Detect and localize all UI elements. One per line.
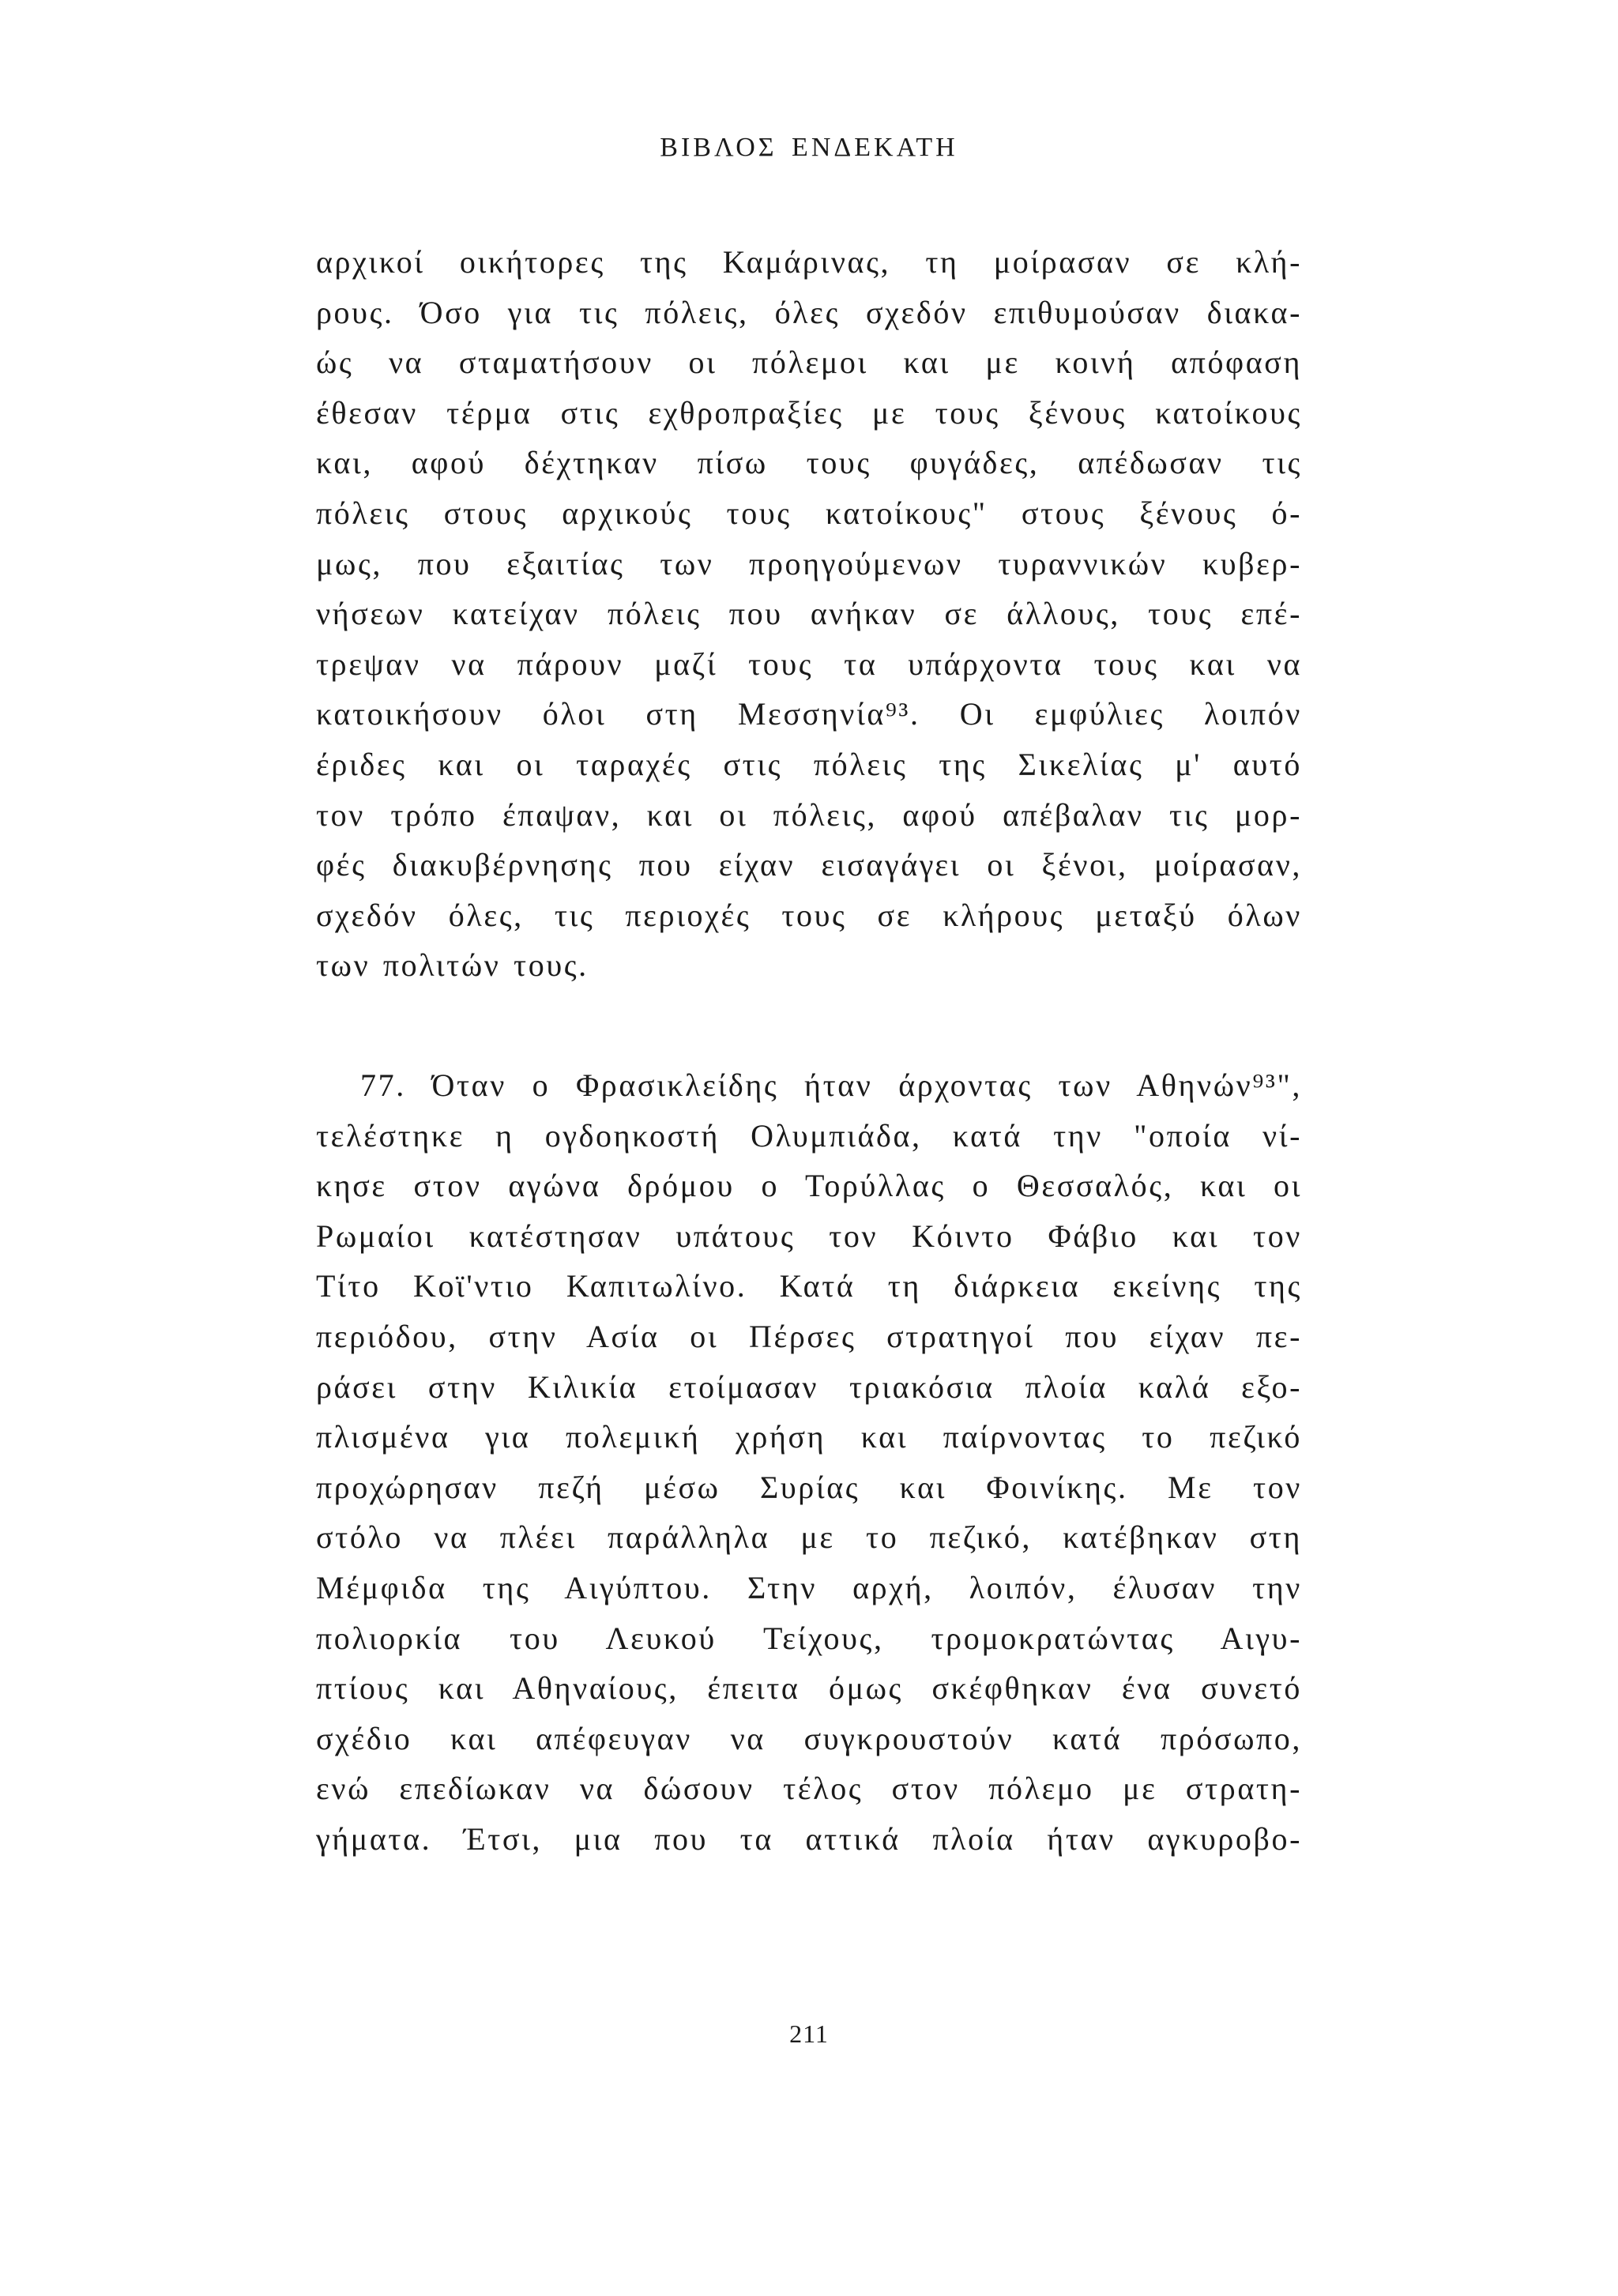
text-line: Ρωμαίοι κατέστησαν υπάτους τον Κόιντο Φάβιο και τον (316, 1218, 1302, 1254)
text-line: περιόδου, στην Ασία οι Πέρσες στρατηγοί που είχαν πε- (316, 1318, 1302, 1354)
text-line: νήσεων κατείχαν πόλεις που ανήκαν σε άλλους, τους επέ- (316, 596, 1302, 632)
text-line: ώς να σταματήσουν οι πόλεμοι και με κοινή απόφαση (316, 344, 1302, 381)
text-line: τον τρόπο έπαψαν, και οι πόλεις, αφού απέβαλαν τις μορ- (316, 796, 1302, 833)
text-line: πόλεις στους αρχικούς τους κατοίκους" στους ξένους ό- (316, 495, 1302, 531)
text-line: έθεσαν τέρμα στις εχθροπραξίες με τους ξένους κατοίκους (316, 394, 1302, 431)
paragraph-2 (316, 1060, 1302, 1865)
text-line: ενώ επεδίωκαν να δώσουν τέλος στον πόλεμο με στρατη- (316, 1771, 1302, 1807)
text-line: αρχικοί οικήτορες της Καμάρινας, τη μοίρασαν σε κλή- (316, 244, 1302, 280)
running-header: ΒΙΒΛΟΣ ΕΝΔΕΚΑΤΗ (660, 133, 958, 162)
text-line: ράσει στην Κιλικία ετοίμασαν τριακόσια πλοία καλά εξο- (316, 1368, 1302, 1405)
text-line: κησε στον αγώνα δρόμου ο Τορύλλας ο Θεσσαλός, και οι (316, 1168, 1302, 1204)
text-line: ρους. Όσο για τις πόλεις, όλες σχεδόν επιθυμούσαν διακα- (316, 294, 1302, 330)
text-line: κατοικήσουν όλοι στη Μεσσηνία⁹³. Οι εμφύλιες λοιπόν (316, 696, 1302, 732)
text-line: των πολιτών τους. (316, 947, 589, 984)
text-line: Τίτο Κοϊ'ντιο Καπιτωλίνο. Κατά τη διάρκεια εκείνης της (316, 1268, 1302, 1304)
text-line: έριδες και οι ταραχές στις πόλεις της Σικελίας μ' αυτό (316, 746, 1302, 782)
text-line: τρεψαν να πάρουν μαζί τους τα υπάρχοντα τους και να (316, 646, 1302, 682)
text-line: σχεδόν όλες, τις περιοχές τους σε κλήρους μεταξύ όλων (316, 897, 1302, 933)
text-line: 77. Όταν ο Φρασικλείδης ήταν άρχοντας των Αθηνών⁹³", (360, 1067, 1302, 1103)
text-line: φές διακυβέρνησης που είχαν εισαγάγει οι ξένοι, μοίρασαν, (316, 847, 1302, 883)
text-line: γήματα. Έτσι, μια που τα αττικά πλοία ήταν αγκυροβο- (316, 1820, 1302, 1857)
text-line: και, αφού δέχτηκαν πίσω τους φυγάδες, απέδωσαν τις (316, 445, 1302, 481)
text-line: πτίους και Αθηναίους, έπειτα όμως σκέφθηκαν ένα συνετό (316, 1670, 1302, 1707)
page-number: 211 (789, 2019, 829, 2048)
text-line: τελέστηκε η ογδοηκοστή Ολυμπιάδα, κατά την "οποία νί- (316, 1117, 1302, 1154)
text-line: Μέμφιδα της Αιγύπτου. Στην αρχή, λοιπόν, έλυσαν την (316, 1569, 1302, 1605)
text-line: πλισμένα για πολεμική χρήση και παίρνοντας το πεζικό (316, 1419, 1302, 1455)
text-line: σχέδιο και απέφευγαν να συγκρουστούν κατά πρόσωπο, (316, 1720, 1302, 1756)
text-line: προχώρησαν πεζή μέσω Συρίας και Φοινίκης. Με τον (316, 1469, 1302, 1505)
text-line: στόλο να πλέει παράλληλα με το πεζικό, κατέβηκαν στη (316, 1519, 1302, 1556)
text-line: μως, που εξαιτίας των προηγούμενων τυραννικών κυβερ- (316, 545, 1302, 582)
text-line: πολιορκία του Λευκού Τείχους, τρομοκρατώντας Αιγυ- (316, 1620, 1302, 1656)
paragraph-1 (316, 237, 1302, 991)
